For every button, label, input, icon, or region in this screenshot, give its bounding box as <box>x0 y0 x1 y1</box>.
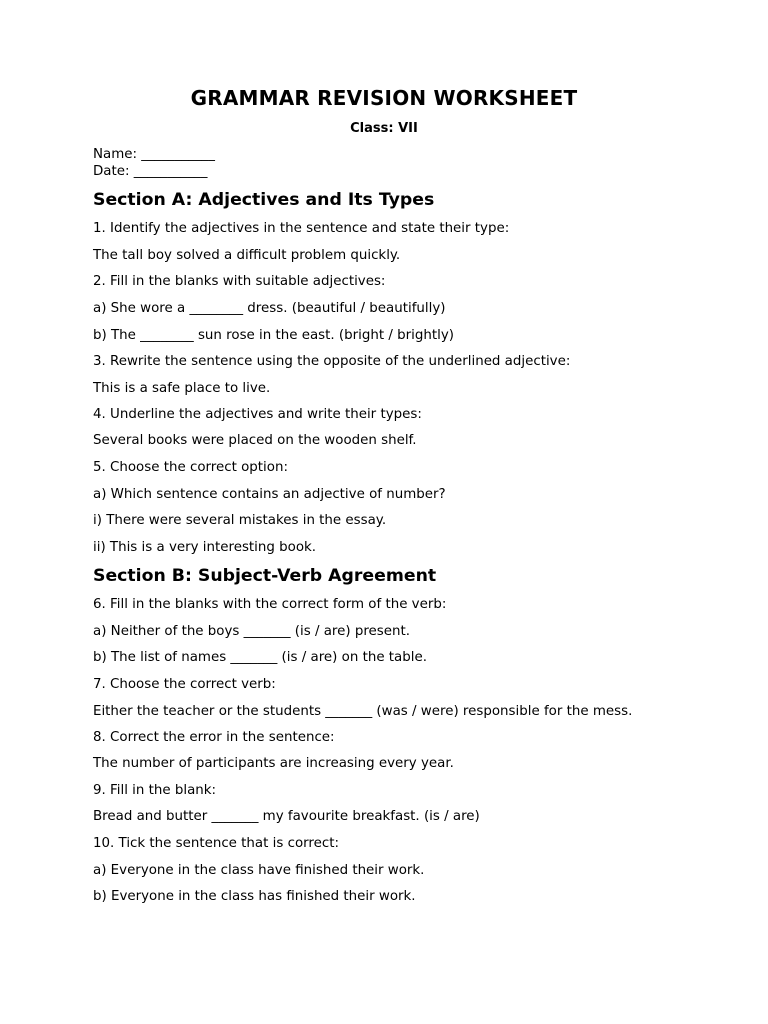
section-a-line: a) Which sentence contains an adjective of number? <box>93 487 446 502</box>
section-a-heading: Section A: Adjectives and Its Types <box>93 190 435 210</box>
section-b-line: Bread and butter _______ my favourite breakfast. (is / are) <box>93 809 480 824</box>
section-a-line: ii) This is a very interesting book. <box>93 540 317 555</box>
section-a-line: b) The ________ sun rose in the east. (bright / brightly) <box>93 328 454 343</box>
section-a-line: 1. Identify the adjectives in the sentence and state their type: <box>93 221 510 236</box>
section-b-line: 8. Correct the error in the sentence: <box>93 730 335 745</box>
section-a-line: 4. Underline the adjectives and write their types: <box>93 407 422 422</box>
name-field-line: Name: ___________ <box>93 147 215 162</box>
section-a-line: 3. Rewrite the sentence using the opposite of the underlined adjective: <box>93 354 571 369</box>
section-a-line: This is a safe place to live. <box>93 381 271 396</box>
section-a-line: Several books were placed on the wooden shelf. <box>93 433 417 448</box>
section-b-line: 6. Fill in the blanks with the correct form of the verb: <box>93 597 447 612</box>
section-b-line: The number of participants are increasing every year. <box>93 756 454 771</box>
worksheet-title: GRAMMAR REVISION WORKSHEET <box>190 86 578 110</box>
section-b-line: 10. Tick the sentence that is correct: <box>93 836 339 851</box>
section-b-line: 9. Fill in the blank: <box>93 783 217 798</box>
section-a-line: 2. Fill in the blanks with suitable adjectives: <box>93 274 386 289</box>
section-a-line: a) She wore a ________ dress. (beautiful / beautifully) <box>93 301 446 316</box>
section-b-line: b) Everyone in the class has finished their work. <box>93 889 416 904</box>
section-a-line: i) There were several mistakes in the essay. <box>93 513 387 528</box>
section-b-heading: Section B: Subject-Verb Agreement <box>93 566 437 586</box>
section-b-line: Either the teacher or the students _______ (was / were) responsible for the mess. <box>93 704 633 719</box>
section-b-line: a) Everyone in the class have finished their work. <box>93 863 425 878</box>
section-b-line: 7. Choose the correct verb: <box>93 677 276 692</box>
section-b-line: a) Neither of the boys _______ (is / are) present. <box>93 624 411 639</box>
section-a-line: The tall boy solved a difficult problem quickly. <box>93 248 401 263</box>
class-label: Class: VII <box>350 121 418 136</box>
section-a-line: 5. Choose the correct option: <box>93 460 288 475</box>
date-field-line: Date: ___________ <box>93 164 208 179</box>
section-b-line: b) The list of names _______ (is / are) on the table. <box>93 650 427 665</box>
